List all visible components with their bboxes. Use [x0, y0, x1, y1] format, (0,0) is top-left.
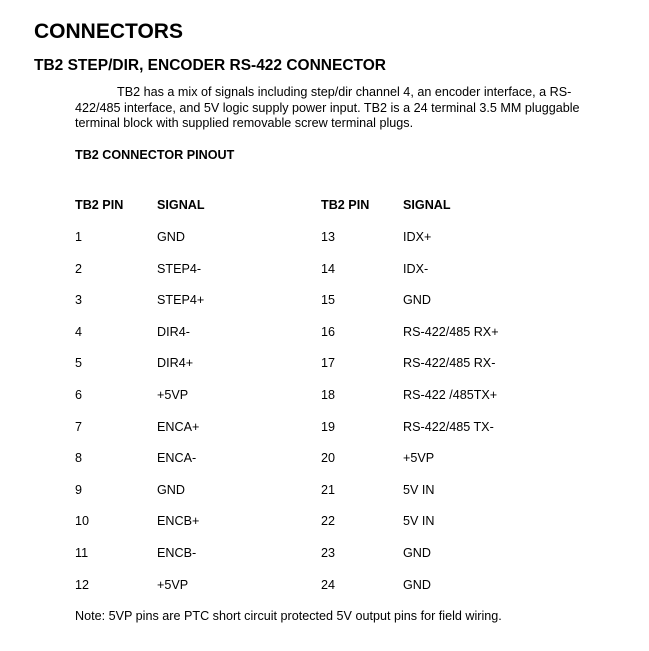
pin-number-left: 4: [75, 324, 83, 339]
signal-right: RS-422/485 RX+: [403, 324, 499, 339]
signal-right: GND: [403, 577, 431, 592]
header-signal-left: SIGNAL: [157, 198, 205, 212]
pin-number-right: 23: [321, 546, 336, 560]
table-header-row: [75, 197, 575, 213]
pin-number-left: 10: [75, 514, 90, 529]
description-paragraph: TB2 has a mix of signals including step/dir channel 4, an encoder interface, a RS-422/485 interface, and 5V logic supply power input. TB2 is a 24 terminal 3.5 MM pluggable terminal block with supplied removable screw terminal plugs.: [75, 85, 580, 130]
pin-number-right: 19: [321, 419, 336, 434]
signal-left: +5VP: [157, 577, 189, 592]
signal-right: 5V IN: [403, 482, 435, 497]
table-row: [75, 355, 575, 371]
section-heading: TB2 STEP/DIR, ENCODER RS-422 CONNECTOR: [34, 57, 386, 74]
pin-number-right: 16: [321, 324, 336, 339]
pinout-title: TB2 CONNECTOR PINOUT: [75, 148, 235, 162]
signal-left: GND: [157, 230, 185, 244]
pin-number-left: 8: [75, 451, 83, 466]
signal-left: STEP4+: [157, 293, 205, 308]
table-row: [75, 387, 575, 403]
pin-number-right: 24: [321, 577, 336, 592]
pinout-table: [75, 197, 575, 593]
signal-left: ENCA+: [157, 419, 200, 434]
signal-right: GND: [403, 546, 431, 560]
signal-left: GND: [157, 482, 185, 497]
pin-number-right: 13: [321, 230, 336, 244]
pin-number-left: 2: [75, 261, 83, 276]
signal-right: RS-422/485 TX-: [403, 419, 494, 434]
header-signal-right: SIGNAL: [403, 198, 451, 212]
pin-number-right: 20: [321, 451, 336, 466]
signal-left: STEP4-: [157, 261, 202, 276]
signal-left: +5VP: [157, 388, 189, 402]
signal-right: IDX-: [403, 261, 429, 276]
table-row: [75, 513, 575, 529]
pin-number-right: 17: [321, 356, 336, 371]
pin-number-left: 7: [75, 419, 83, 434]
signal-right: RS-422 /485TX+: [403, 388, 498, 402]
pin-number-left: 12: [75, 577, 90, 592]
table-row: [75, 482, 575, 498]
table-row: [75, 324, 575, 340]
pin-number-right: 21: [321, 482, 336, 497]
signal-left: ENCB+: [157, 514, 200, 529]
signal-right: GND: [403, 293, 431, 308]
pin-number-left: 1: [75, 230, 83, 244]
table-row: [75, 229, 575, 245]
table-row: [75, 419, 575, 435]
pin-number-right: 22: [321, 514, 336, 529]
pin-number-left: 6: [75, 388, 83, 402]
pin-number-left: 5: [75, 356, 83, 371]
signal-left: ENCA-: [157, 451, 197, 466]
table-row: [75, 261, 575, 277]
pin-number-left: 11: [75, 546, 89, 560]
signal-right: IDX+: [403, 230, 432, 244]
pin-number-right: 14: [321, 261, 336, 276]
pin-number-right: 18: [321, 388, 336, 402]
pin-number-left: 3: [75, 293, 83, 308]
footnote: Note: 5VP pins are PTC short circuit protected 5V output pins for field wiring.: [75, 609, 502, 623]
signal-right: RS-422/485 RX-: [403, 356, 496, 371]
signal-left: ENCB-: [157, 546, 197, 560]
pin-number-right: 15: [321, 293, 336, 308]
signal-left: DIR4+: [157, 356, 194, 371]
signal-right: 5V IN: [403, 514, 435, 529]
pin-number-left: 9: [75, 482, 83, 497]
header-tb2-pin-right: TB2 PIN: [321, 198, 370, 212]
signal-right: +5VP: [403, 451, 435, 466]
page-heading: CONNECTORS: [34, 20, 183, 43]
signal-left: DIR4-: [157, 324, 190, 339]
header-tb2-pin-left: TB2 PIN: [75, 198, 124, 212]
table-row: [75, 545, 575, 561]
table-row: [75, 450, 575, 466]
table-row: [75, 292, 575, 308]
table-row: [75, 577, 575, 593]
